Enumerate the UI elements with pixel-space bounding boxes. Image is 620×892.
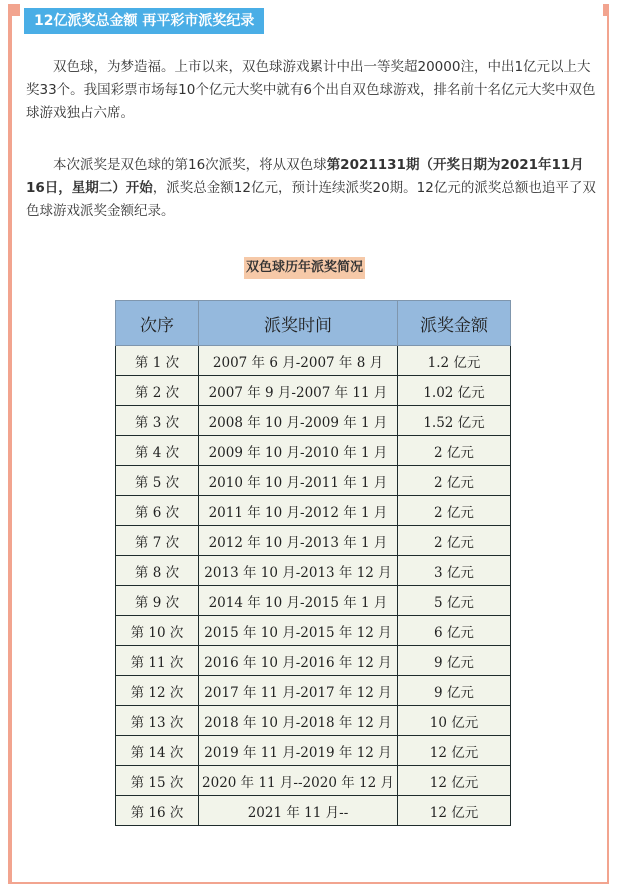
order-cell: 第 11 次 bbox=[116, 646, 199, 676]
amount-cell: 2 亿元 bbox=[398, 466, 511, 496]
table-row bbox=[116, 796, 511, 826]
column-header-order: 次序 bbox=[116, 301, 199, 346]
table-row bbox=[116, 346, 511, 376]
table-row bbox=[116, 646, 511, 676]
table-row bbox=[116, 616, 511, 646]
period-cell: 2013 年 10 月-2013 年 12 月 bbox=[199, 556, 398, 586]
award-paragraph bbox=[26, 154, 600, 223]
award-history-table bbox=[115, 300, 511, 826]
column-header-amount: 派奖金额 bbox=[398, 301, 511, 346]
intro-paragraph: 双色球，为梦造福。上市以来，双色球游戏累计中出一等奖超20000注，中出1亿元以上大奖33个。我国彩票市场每10个亿元大奖中就有6个出自双色球游戏，排名前十名亿元大奖中双色球游戏独占六席。 bbox=[26, 59, 596, 121]
period-cell: 2007 年 6 月-2007 年 8 月 bbox=[199, 346, 398, 376]
order-cell: 第 4 次 bbox=[116, 436, 199, 466]
amount-cell: 5 亿元 bbox=[398, 586, 511, 616]
table-row bbox=[116, 736, 511, 766]
amount-cell: 1.2 亿元 bbox=[398, 346, 511, 376]
period-cell: 2014 年 10 月-2015 年 1 月 bbox=[199, 586, 398, 616]
table-row bbox=[116, 706, 511, 736]
period-cell: 2019 年 11 月-2019 年 12 月 bbox=[199, 736, 398, 766]
amount-cell: 12 亿元 bbox=[398, 766, 511, 796]
table-header-row bbox=[116, 301, 511, 346]
period-cell: 2009 年 10 月-2010 年 1 月 bbox=[199, 436, 398, 466]
table-row bbox=[116, 436, 511, 466]
amount-cell: 3 亿元 bbox=[398, 556, 511, 586]
order-cell: 第 10 次 bbox=[116, 616, 199, 646]
amount-cell: 9 亿元 bbox=[398, 676, 511, 706]
period-cell: 2012 年 10 月-2013 年 1 月 bbox=[199, 526, 398, 556]
award-paragraph-text: ，派奖总金额12亿元，预计连续派奖20期。12亿元的派奖总额也追平了双色球游戏派奖金额纪录。 bbox=[26, 180, 596, 219]
table-body bbox=[116, 346, 511, 826]
amount-cell: 6 亿元 bbox=[398, 616, 511, 646]
period-cell: 2010 年 10 月-2011 年 1 月 bbox=[199, 466, 398, 496]
period-cell: 2008 年 10 月-2009 年 1 月 bbox=[199, 406, 398, 436]
amount-cell: 1.52 亿元 bbox=[398, 406, 511, 436]
order-cell: 第 3 次 bbox=[116, 406, 199, 436]
order-cell: 第 9 次 bbox=[116, 586, 199, 616]
order-cell: 第 2 次 bbox=[116, 376, 199, 406]
amount-cell: 1.02 亿元 bbox=[398, 376, 511, 406]
period-cell: 2018 年 10 月-2018 年 12 月 bbox=[199, 706, 398, 736]
table-row bbox=[116, 526, 511, 556]
amount-cell: 2 亿元 bbox=[398, 496, 511, 526]
award-paragraph-bold: 第2021131期（开奖日期为2021年11月16日，星期二）开始 bbox=[26, 157, 584, 196]
award-paragraph-text: 本次派奖是双色球的第16次派奖，将从双色球 bbox=[53, 157, 327, 173]
order-cell: 第 15 次 bbox=[116, 766, 199, 796]
amount-cell: 12 亿元 bbox=[398, 736, 511, 766]
order-cell: 第 16 次 bbox=[116, 796, 199, 826]
frame-corner-decoration bbox=[603, 4, 609, 16]
table-row bbox=[116, 376, 511, 406]
period-cell: 2017 年 11 月-2017 年 12 月 bbox=[199, 676, 398, 706]
amount-cell: 2 亿元 bbox=[398, 526, 511, 556]
amount-cell: 2 亿元 bbox=[398, 436, 511, 466]
frame-corner-decoration bbox=[8, 4, 20, 16]
order-cell: 第 12 次 bbox=[116, 676, 199, 706]
amount-cell: 9 亿元 bbox=[398, 646, 511, 676]
order-cell: 第 6 次 bbox=[116, 496, 199, 526]
period-cell: 2020 年 11 月--2020 年 12 月 bbox=[199, 766, 398, 796]
order-cell: 第 14 次 bbox=[116, 736, 199, 766]
amount-cell: 10 亿元 bbox=[398, 706, 511, 736]
order-cell: 第 8 次 bbox=[116, 556, 199, 586]
table-row bbox=[116, 766, 511, 796]
period-cell: 2016 年 10 月-2016 年 12 月 bbox=[199, 646, 398, 676]
table-row bbox=[116, 556, 511, 586]
table-row bbox=[116, 496, 511, 526]
frame-left-bar bbox=[8, 4, 12, 884]
section-header: 12亿派奖总金额 再平彩市派奖纪录 bbox=[24, 8, 264, 34]
order-cell: 第 5 次 bbox=[116, 466, 199, 496]
table-row bbox=[116, 466, 511, 496]
order-cell: 第 7 次 bbox=[116, 526, 199, 556]
order-cell: 第 1 次 bbox=[116, 346, 199, 376]
table-row bbox=[116, 676, 511, 706]
amount-cell: 12 亿元 bbox=[398, 796, 511, 826]
period-cell: 2021 年 11 月-- bbox=[199, 796, 398, 826]
period-cell: 2007 年 9 月-2007 年 11 月 bbox=[199, 376, 398, 406]
period-cell: 2011 年 10 月-2012 年 1 月 bbox=[199, 496, 398, 526]
column-header-period: 派奖时间 bbox=[199, 301, 398, 346]
table-row bbox=[116, 406, 511, 436]
table-title: 双色球历年派奖简况 bbox=[244, 257, 365, 279]
period-cell: 2015 年 10 月-2015 年 12 月 bbox=[199, 616, 398, 646]
order-cell: 第 13 次 bbox=[116, 706, 199, 736]
table-row bbox=[116, 586, 511, 616]
